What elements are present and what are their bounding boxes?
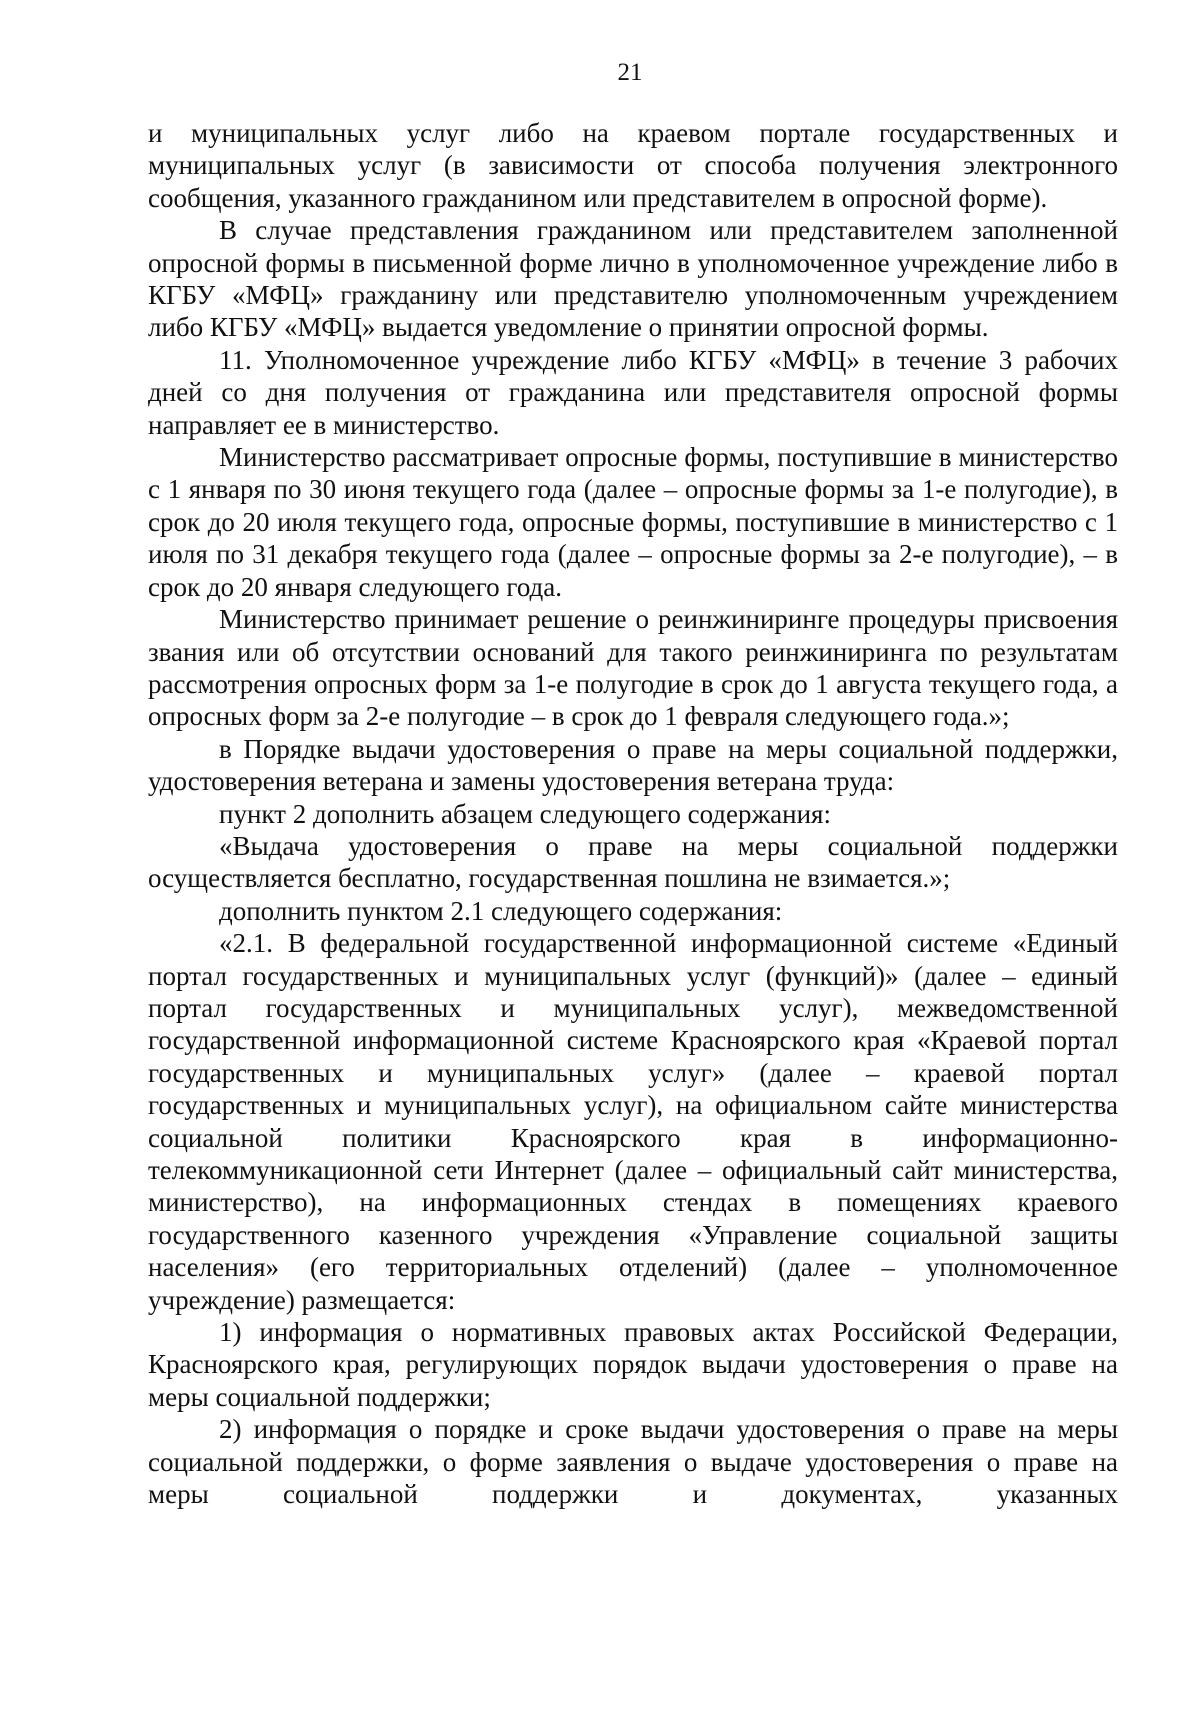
paragraph: пункт 2 дополнить абзацем следующего содержания: [219, 798, 831, 829]
list-item-1: 1) информация о нормативных правовых актах Российской Федерации, Красноярского края, регулирующих порядок выдачи удостоверения о праве на меры социальной поддержки; [148, 1317, 1118, 1412]
paragraph-item-2-1: «2.1. В федеральной государственной информационной системе «Единый портал государственных и муниципальных услуг (функций)» (далее – единый портал государственных и муниципальных услуг), межведомственной государственной информационной системе Красноярского края «Краевой портал государственных и муниципальных услуг» (далее – краевой портал государственных и муниципальных услуг), на официальном сайте министерства социальной политики Красноярского края в информационно-телекоммуникационной сети Интернет (далее – официальный сайт министерства, министерство), на информационных стендах в помещениях краевого государственного казенного учреждения «Управление социальной защиты населения» (его территориальных отделений) (далее – уполномоченное учреждение) размещается: [148, 928, 1118, 1315]
page-number: 21 [617, 59, 643, 86]
paragraph: Министерство принимает решение о реинжиниринге процедуры присвоения звания или об отсутствии оснований для такого реинжиниринга по результатам рассмотрения опросных форм за 1-е полугодие в срок до 1 августа текущего года, а опросных форм за 2-е полугодие – в срок до 1 февраля следующего года.»; [148, 604, 1118, 732]
paragraph: В случае представления гражданином или представителем заполненной опросной формы в письменной форме лично в уполномоченное учреждение либо в КГБУ «МФЦ» гражданину или представителю уполномоченным учреждением либо КГБУ «МФЦ» выдается уведомление о принятии опросной формы. [148, 215, 1118, 343]
paragraph: «Выдача удостоверения о праве на меры социальной поддержки осуществляется бесплатно, государственная пошлина не взимается.»; [148, 830, 1118, 894]
paragraph-continuation: и муниципальных услуг либо на краевом портале государственных и муниципальных услуг (в зависимости от способа получения электронного сообщения, указанного гражданином или представителем в опросной форме). [148, 118, 1118, 213]
paragraph: Министерство рассматривает опросные формы, поступившие в министерство с 1 января по 30 июня текущего года (далее – опросные формы за 1-е полугодие), в срок до 20 июля текущего года, опросные формы, поступившие в министерство с 1 июля по 31 декабря текущего года (далее – опросные формы за 2-е полугодие), – в срок до 20 января следующего года. [148, 442, 1118, 602]
list-item-2: 2) информация о порядке и сроке выдачи удостоверения о праве на меры социальной поддержки, о форме заявления о выдаче удостоверения о праве на меры социальной поддержки и документах, указанных [148, 1414, 1118, 1510]
paragraph: в Порядке выдачи удостоверения о праве на меры социальной поддержки, удостоверения ветерана и замены удостоверения ветерана труда: [148, 733, 1118, 797]
document-body [148, 117, 1118, 1510]
paragraph-item-11: 11. Уполномоченное учреждение либо КГБУ «МФЦ» в течение 3 рабочих дней со дня получения от гражданина или представителя опросной формы направляет ее в министерство. [148, 344, 1118, 440]
paragraph: дополнить пунктом 2.1 следующего содержания: [219, 895, 783, 926]
